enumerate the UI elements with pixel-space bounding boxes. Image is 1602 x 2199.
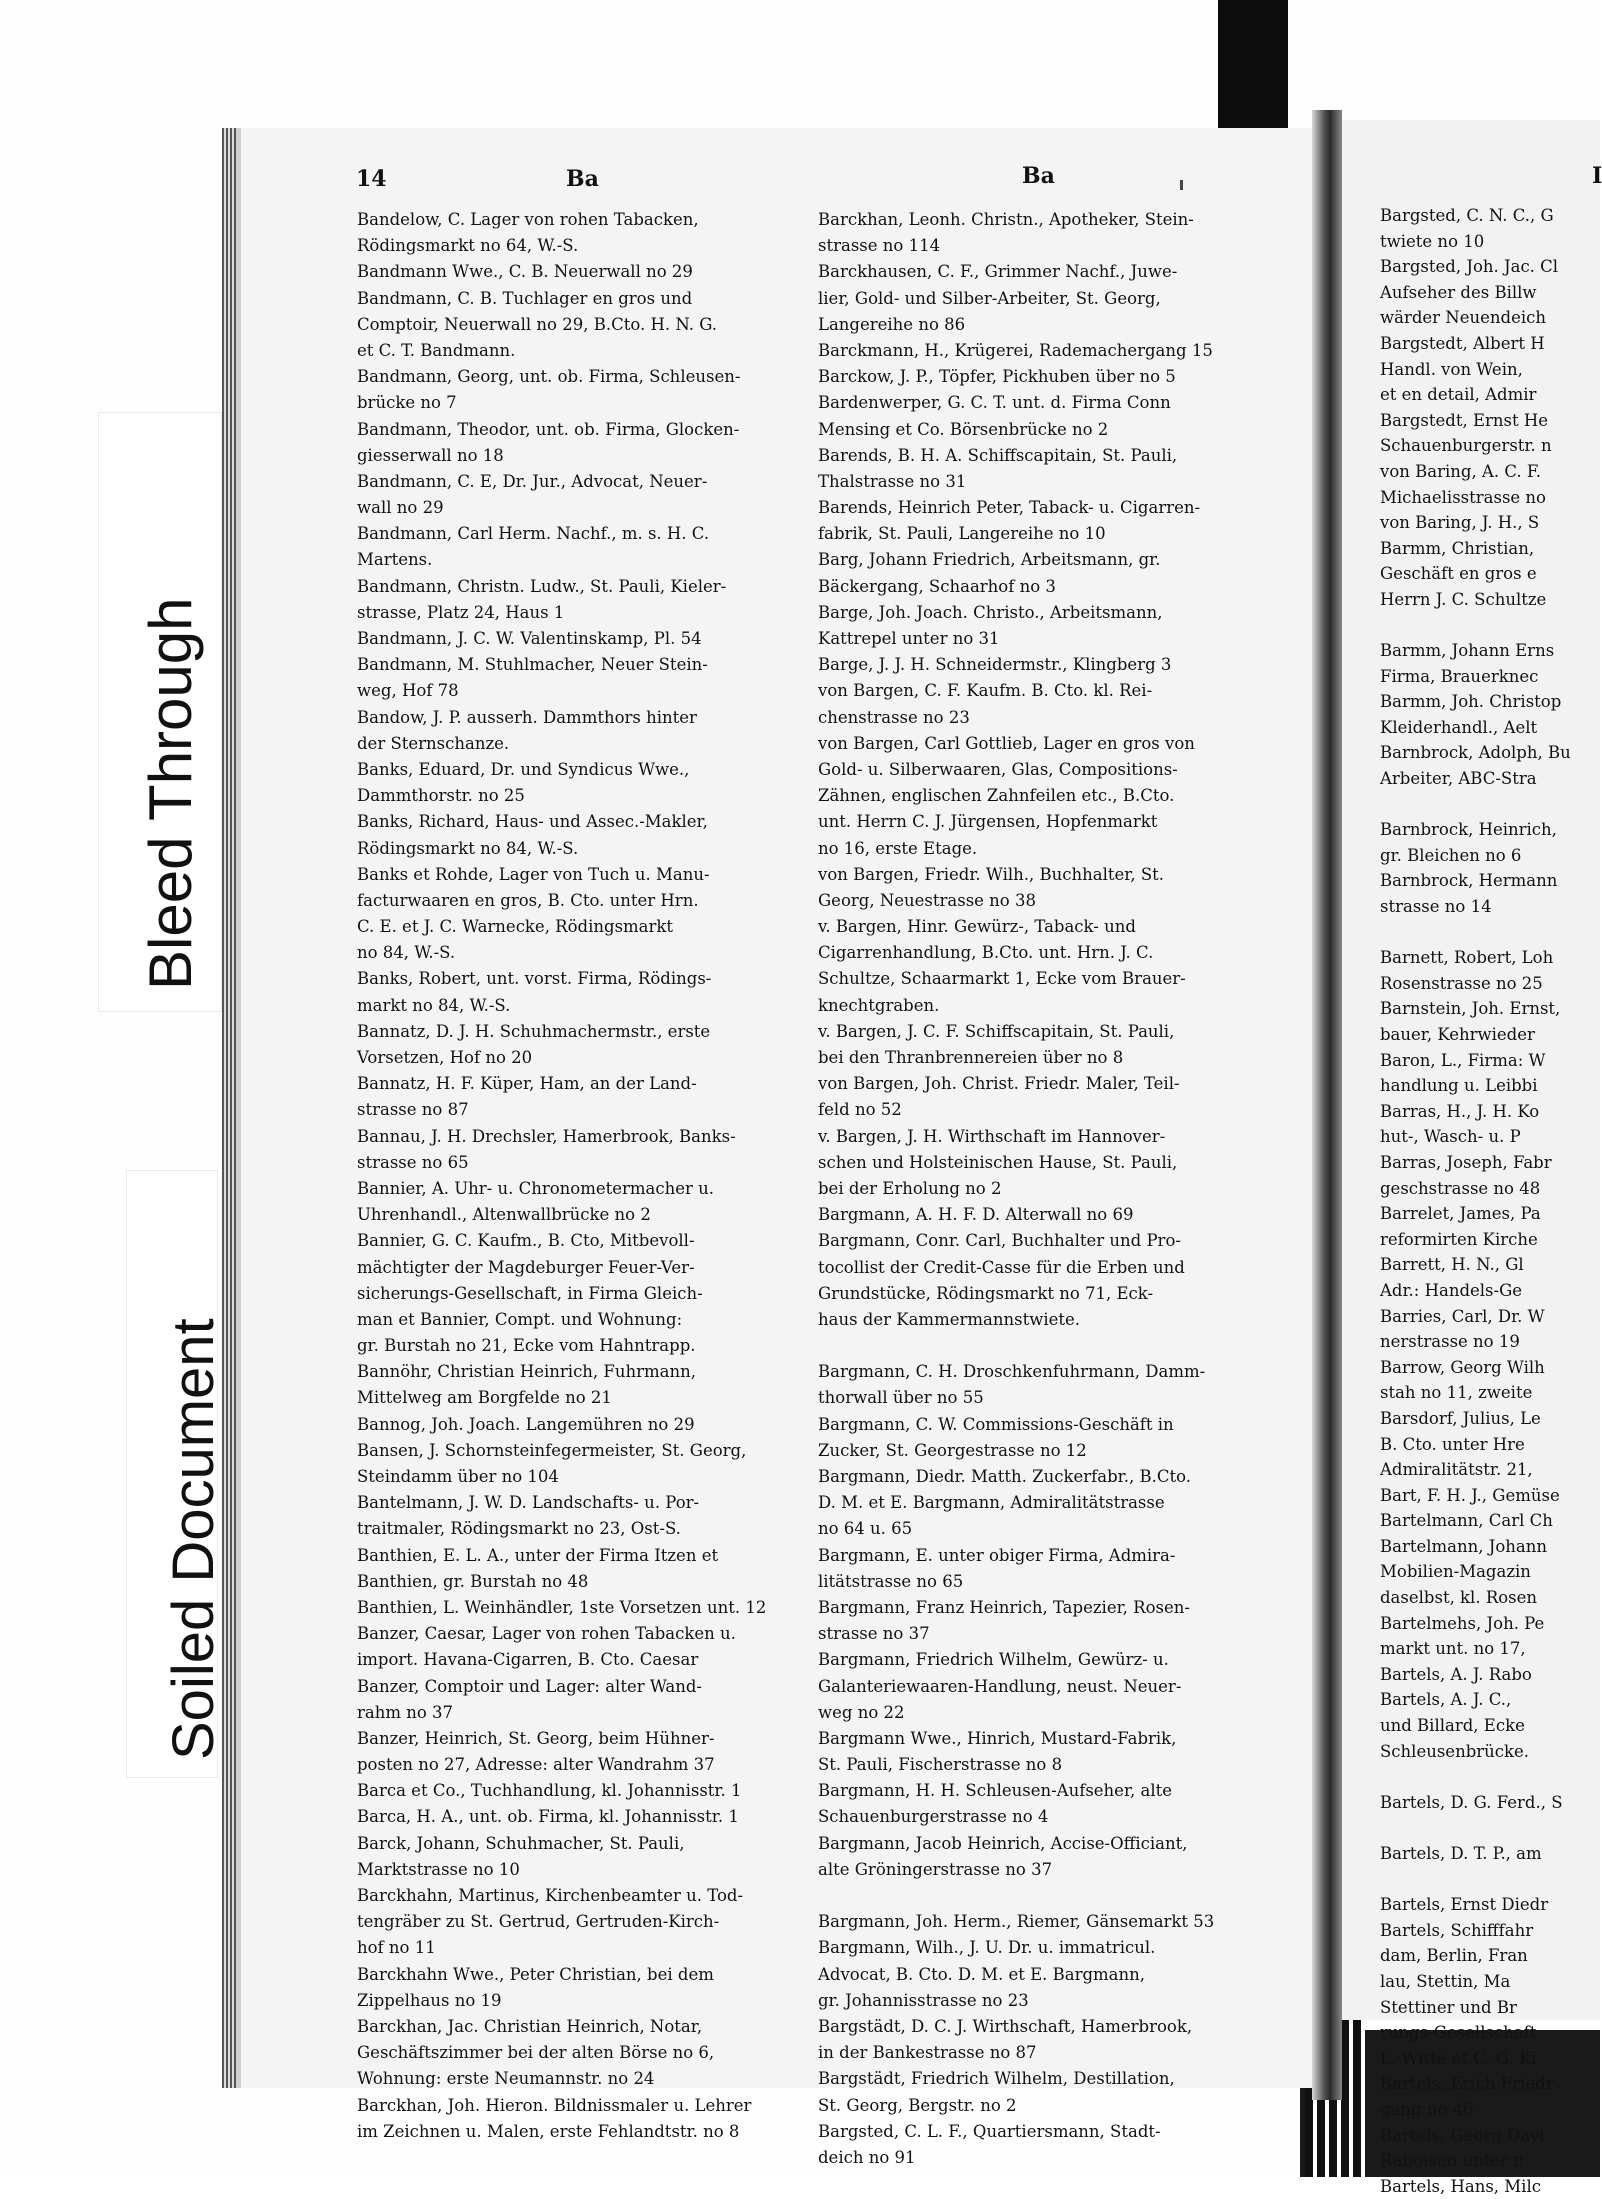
- directory-line: bei den Thranbrennereien über no 8: [818, 1048, 1124, 1067]
- directory-line: Bargmann, Franz Heinrich, Tapezier, Rosen-: [818, 1597, 1190, 1617]
- directory-line: Barmm, Johann Erns: [1380, 641, 1555, 661]
- directory-line: Barrett, H. N., Gl: [1380, 1255, 1524, 1275]
- directory-line: knechtgraben.: [818, 995, 940, 1015]
- directory-line: Handl. von Wein,: [1380, 359, 1523, 379]
- directory-line: Aufseher des Billw: [1380, 282, 1537, 302]
- directory-line: Mensing et Co. Börsenbrücke no 2: [818, 419, 1109, 439]
- directory-line: Barmm, Joh. Christop: [1380, 692, 1562, 712]
- directory-line: markt unt. no 17,: [1380, 1639, 1526, 1659]
- directory-line: reformirten Kirche: [1380, 1229, 1538, 1249]
- directory-line: von Bargen, Friedr. Wilh., Buchhalter, St.: [818, 864, 1165, 884]
- directory-line: weg, Hof 78: [357, 681, 459, 701]
- directory-line: Barnett, Robert, Loh: [1380, 948, 1554, 968]
- directory-line: Barckhahn Wwe., Peter Christian, bei dem: [357, 1964, 714, 1984]
- directory-line: Raboisen unter n: [1380, 2151, 1524, 2171]
- directory-line: Bargstädt, Friedrich Wilhelm, Destillation,: [818, 2069, 1175, 2089]
- directory-line: B. Cto. unter Hre: [1380, 1434, 1525, 1454]
- directory-line: Bargmann, Jacob Heinrich, Accise-Officiant,: [818, 1833, 1188, 1853]
- directory-line: Bartels, D. T. P., am: [1380, 1844, 1542, 1863]
- directory-line: Bartels, A. J. C.,: [1380, 1690, 1512, 1710]
- directory-line: hut-, Wasch- u. P: [1380, 1127, 1521, 1147]
- directory-line: Geschäftszimmer bei der alten Börse no 6,: [357, 2043, 715, 2063]
- directory-line: Barends, Heinrich Peter, Taback- u. Cigarren-: [818, 498, 1201, 518]
- directory-line: Rödingsmarkt no 64, W.-S.: [357, 236, 579, 256]
- directory-line: Cigarrenhandlung, B.Cto. unt. Hrn. J. C.: [818, 943, 1154, 963]
- directory-line: Barca, H. A., unt. ob. Firma, kl. Johannisstr. 1: [357, 1807, 739, 1827]
- directory-line: import. Havana-Cigarren, B. Cto. Caesar: [357, 1650, 699, 1670]
- directory-line: Barrow, Georg Wilh: [1380, 1357, 1545, 1377]
- directory-line: Mittelweg am Borgfelde no 21: [357, 1388, 612, 1408]
- directory-line: wärder Neuendeich: [1380, 308, 1546, 328]
- directory-line: Banthien, E. L. A., unter der Firma Itzen et: [357, 1545, 719, 1565]
- directory-line: Banthien, gr. Burstah no 48: [357, 1571, 589, 1591]
- directory-line: Bäckergang, Schaarhof no 3: [818, 576, 1056, 596]
- directory-line: Michaelisstrasse no: [1380, 487, 1546, 507]
- directory-line: von Baring, A. C. F.: [1380, 461, 1541, 481]
- directory-line: Bargmann, C. H. Droschkenfuhrmann, Damm-: [818, 1362, 1206, 1382]
- directory-line: Bargstedt, Albert H: [1380, 333, 1545, 353]
- directory-line: Baron, L., Firma: W: [1380, 1050, 1546, 1070]
- directory-line: St. Pauli, Fischerstrasse no 8: [818, 1755, 1063, 1775]
- directory-line: D. M. et E. Bargmann, Admiralitätstrasse: [818, 1493, 1165, 1513]
- directory-line: [818, 1883, 1270, 1909]
- directory-line: Barckhan, Jac. Christian Heinrich, Notar,: [357, 2016, 703, 2036]
- directory-line: Barge, J. J. H. Schneidermstr., Klingberg 3: [818, 655, 1172, 675]
- directory-line: Rödingsmarkt no 84, W.-S.: [357, 838, 579, 858]
- directory-line: dam, Berlin, Fran: [1380, 1946, 1528, 1966]
- directory-line: no 84, W.-S.: [357, 943, 456, 963]
- directory-line: handlung u. Leibbi: [1380, 1076, 1538, 1096]
- directory-line: von Bargen, Carl Gottlieb, Lager en gros von: [818, 733, 1195, 753]
- directory-line: Bargmann, C. W. Commissions-Geschäft in: [818, 1414, 1174, 1434]
- directory-line: no 64 u. 65: [818, 1519, 913, 1539]
- directory-line: strasse no 14: [1380, 897, 1492, 917]
- directory-line: Bartels, Hans, Milc: [1380, 2176, 1541, 2196]
- directory-line: Bandmann, J. C. W. Valentinskamp, Pl. 54: [357, 629, 702, 648]
- running-head-next-page: I: [1592, 163, 1602, 189]
- directory-line: Dammthorstr. no 25: [357, 786, 525, 806]
- directory-line: der Sternschanze.: [357, 733, 510, 753]
- directory-line: Banks, Eduard, Dr. und Syndicus Wwe.,: [357, 759, 690, 779]
- directory-line: St. Georg, Bergstr. no 2: [818, 2095, 1017, 2115]
- directory-line: Gold- u. Silberwaaren, Glas, Compositions-: [818, 759, 1178, 779]
- directory-line: Barsdorf, Julius, Le: [1380, 1408, 1541, 1428]
- directory-line: Bartels, Ernst Diedr: [1380, 1895, 1549, 1915]
- directory-line: alte Gröningerstrasse no 37: [818, 1859, 1053, 1879]
- directory-line: litätstrasse no 65: [818, 1571, 964, 1591]
- directory-line: [1380, 1764, 1600, 1790]
- directory-line: Bandmann Wwe., C. B. Neuerwall no 29: [357, 262, 693, 282]
- directory-line: Martens.: [357, 550, 433, 570]
- directory-line: Bandow, J. P. ausserh. Dammthors hinter: [357, 707, 697, 727]
- directory-line: von Baring, J. H., S: [1380, 513, 1540, 533]
- directory-line: et en detail, Admir: [1380, 385, 1537, 405]
- directory-line: Bargmann, Conr. Carl, Buchhalter und Pro-: [818, 1231, 1181, 1251]
- directory-line: Barrelet, James, Pa: [1380, 1204, 1541, 1224]
- directory-line: C. E. et J. C. Warnecke, Rödingsmarkt: [357, 917, 674, 937]
- directory-line: Barends, B. H. A. Schiffscapitain, St. Pauli,: [818, 445, 1178, 465]
- directory-line: Bargmann, A. H. F. D. Alterwall no 69: [818, 1205, 1134, 1225]
- directory-line: Bartelmann, Carl Ch: [1380, 1511, 1553, 1531]
- directory-line: bauer, Kehrwieder: [1380, 1025, 1535, 1044]
- directory-line: twiete no 10: [1380, 231, 1485, 251]
- directory-line: haus der Kammermannstwiete.: [818, 1309, 1081, 1329]
- directory-line: Barckhahn, Martinus, Kirchenbeamter u. Tod-: [357, 1886, 744, 1905]
- directory-line: Bandmann, C. B. Tuchlager en gros und: [357, 288, 693, 308]
- directory-line: Banthien, L. Weinhändler, 1ste Vorsetzen unt. 12: [357, 1597, 767, 1617]
- directory-column-3: [1380, 203, 1600, 2199]
- directory-line: [818, 1333, 1270, 1359]
- directory-line: gr. Bleichen no 6: [1380, 845, 1522, 865]
- directory-line: Barca et Co., Tuchhandlung, kl. Johannisstr. 1: [357, 1781, 742, 1801]
- directory-line: strasse no 87: [357, 1100, 469, 1120]
- directory-line: Zucker, St. Georgestrasse no 12: [818, 1440, 1087, 1460]
- directory-line: in der Bankestrasse no 87: [818, 2043, 1037, 2063]
- directory-line: Advocat, B. Cto. D. M. et E. Bargmann,: [818, 1964, 1146, 1984]
- directory-line: markt no 84, W.-S.: [357, 995, 511, 1015]
- directory-line: Barge, Joh. Joach. Christo., Arbeitsmann,: [818, 602, 1163, 622]
- directory-line: Stettiner und Br: [1380, 1997, 1517, 2017]
- directory-line: Vorsetzen, Hof no 20: [357, 1048, 533, 1067]
- directory-line: Zähnen, englischen Zahnfeilen etc., B.Cto.: [818, 786, 1175, 806]
- directory-line: Bannöhr, Christian Heinrich, Fuhrmann,: [357, 1362, 696, 1382]
- directory-line: chenstrasse no 23: [818, 707, 970, 727]
- directory-line: Firma, Brauerknec: [1380, 666, 1539, 686]
- directory-column-1: [357, 207, 813, 2145]
- directory-line: Bantelmann, J. W. D. Landschafts- u. Por-: [357, 1493, 700, 1513]
- directory-line: Bannog, Joh. Joach. Langemühren no 29: [357, 1414, 695, 1434]
- page-number: 14: [356, 166, 387, 192]
- directory-line: Bandmann, Theodor, unt. ob. Firma, Glocken-: [357, 419, 740, 439]
- directory-line: strasse no 37: [818, 1624, 930, 1644]
- directory-line: Banzer, Comptoir und Lager: alter Wand-: [357, 1676, 702, 1696]
- directory-line: feld no 52: [818, 1100, 902, 1120]
- directory-line: Langereihe no 86: [818, 314, 966, 334]
- directory-line: Bandmann, C. E, Dr. Jur., Advocat, Neuer-: [357, 471, 708, 491]
- directory-line: [1380, 1867, 1600, 1893]
- directory-line: Barries, Carl, Dr. W: [1380, 1306, 1545, 1326]
- directory-line: bei der Erholung no 2: [818, 1178, 1002, 1198]
- directory-line: facturwaaren en gros, B. Cto. unter Hrn.: [357, 890, 699, 910]
- directory-line: strasse no 114: [818, 236, 941, 256]
- directory-line: Barckmann, H., Krügerei, Rademachergang 15: [818, 340, 1213, 360]
- directory-line: und Billard, Ecke: [1380, 1716, 1525, 1736]
- directory-line: Schauenburgerstrasse no 4: [818, 1807, 1049, 1827]
- directory-line: Bannatz, D. J. H. Schuhmachermstr., erste: [357, 1021, 711, 1041]
- directory-line: Bandmann, Christn. Ludw., St. Pauli, Kieler-: [357, 576, 727, 596]
- directory-line: tengräber zu St. Gertrud, Gertruden-Kirch-: [357, 1912, 720, 1932]
- directory-line: Steindamm über no 104: [357, 1467, 559, 1486]
- directory-line: L. Witte et C. G. Ki: [1380, 2048, 1537, 2068]
- directory-line: et C. T. Bandmann.: [357, 340, 516, 360]
- directory-line: Barras, H., J. H. Ko: [1380, 1101, 1540, 1121]
- directory-line: v. Bargen, J. H. Wirthschaft im Hannover-: [818, 1126, 1166, 1146]
- directory-line: Bart, F. H. J., Gemüse: [1380, 1485, 1560, 1505]
- directory-line: rahm no 37: [357, 1702, 454, 1722]
- directory-line: Banks, Richard, Haus- und Assec.-Makler,: [357, 812, 708, 832]
- directory-line: [1380, 613, 1600, 639]
- directory-line: Bargstedt, Ernst He: [1380, 410, 1549, 430]
- directory-line: Zippelhaus no 19: [357, 1990, 502, 2010]
- directory-line: Bargmann, Wilh., J. U. Dr. u. immatricul.: [818, 1938, 1156, 1958]
- directory-line: lau, Stettin, Ma: [1380, 1971, 1511, 1991]
- directory-line: Grundstücke, Rödingsmarkt no 71, Eck-: [818, 1283, 1154, 1303]
- directory-line: Bansen, J. Schornsteinfegermeister, St. Georg,: [357, 1440, 747, 1460]
- directory-line: Barnbrock, Adolph, Bu: [1380, 743, 1571, 763]
- directory-line: Barckhausen, C. F., Grimmer Nachf., Juwe-: [818, 262, 1178, 282]
- directory-line: Bartels, Erich Friedr: [1380, 2074, 1554, 2094]
- directory-column-2: [818, 207, 1270, 2171]
- directory-line: Georg, Neuestrasse no 38: [818, 890, 1036, 910]
- directory-line: Barckow, J. P., Töpfer, Pickhuben über no 5: [818, 367, 1176, 387]
- directory-line: Barck, Johann, Schuhmacher, St. Pauli,: [357, 1833, 685, 1853]
- directory-line: unt. Herrn C. J. Jürgensen, Hopfenmarkt: [818, 812, 1158, 832]
- running-head-left: Ba: [566, 166, 599, 192]
- directory-line: Bargmann, Diedr. Matth. Zuckerfabr., B.Cto.: [818, 1467, 1191, 1486]
- directory-line: Bargstädt, D. C. J. Wirthschaft, Hamerbrook,: [818, 2016, 1193, 2036]
- directory-line: stah no 11, zweite: [1380, 1383, 1533, 1403]
- directory-line: [1380, 1815, 1600, 1841]
- soiled-document-label: Soiled Document: [161, 1318, 226, 1760]
- directory-line: [1380, 920, 1600, 946]
- directory-line: mächtigter der Magdeburger Feuer-Ver-: [357, 1257, 695, 1277]
- directory-line: Barmm, Christian,: [1380, 538, 1535, 558]
- directory-line: nerstrasse no 19: [1380, 1332, 1520, 1352]
- directory-line: hof no 11: [357, 1938, 436, 1958]
- directory-line: thorwall über no 55: [818, 1388, 984, 1408]
- directory-line: giesserwall no 18: [357, 445, 504, 465]
- directory-line: tocollist der Credit-Casse für die Erben und: [818, 1257, 1185, 1277]
- directory-line: Rosenstrasse no 25: [1380, 973, 1543, 993]
- directory-line: geschstrasse no 48: [1380, 1178, 1541, 1198]
- directory-line: Thalstrasse no 31: [818, 471, 967, 491]
- directory-line: Bargsted, C. N. C., G: [1380, 206, 1554, 225]
- directory-line: fabrik, St. Pauli, Langereihe no 10: [818, 524, 1106, 544]
- directory-line: brücke no 7: [357, 393, 457, 413]
- directory-line: gr. Johannisstrasse no 23: [818, 1990, 1029, 2010]
- directory-line: strasse no 65: [357, 1152, 469, 1172]
- directory-line: Schauenburgerstr. n: [1380, 436, 1552, 456]
- directory-line: Barnstein, Joh. Ernst,: [1380, 999, 1561, 1019]
- directory-line: Bartelmann, Johann: [1380, 1536, 1548, 1556]
- directory-line: Arbeiter, ABC-Stra: [1380, 769, 1537, 789]
- directory-line: gr. Burstah no 21, Ecke vom Hahntrapp.: [357, 1336, 696, 1356]
- directory-line: posten no 27, Adresse: alter Wandrahm 37: [357, 1755, 715, 1775]
- directory-line: Schleusenbrücke.: [1380, 1741, 1530, 1761]
- directory-line: Bannier, A. Uhr- u. Chronometermacher u.: [357, 1178, 715, 1198]
- directory-line: deich no 91: [818, 2147, 916, 2167]
- directory-line: Marktstrasse no 10: [357, 1859, 520, 1879]
- directory-line: Barnbrock, Hermann: [1380, 871, 1558, 891]
- directory-line: Bartels, D. G. Ferd., S: [1380, 1792, 1563, 1812]
- directory-line: traitmaler, Rödingsmarkt no 23, Ost-S.: [357, 1519, 681, 1539]
- directory-line: Barckhan, Leonh. Christn., Apotheker, Stein-: [818, 210, 1194, 229]
- directory-line: [1380, 792, 1600, 818]
- page-edge-stripes: [222, 128, 236, 2088]
- directory-line: Banks et Rohde, Lager von Tuch u. Manu-: [357, 864, 710, 884]
- directory-line: Comptoir, Neuerwall no 29, B.Cto. H. N. G.: [357, 314, 718, 334]
- directory-line: Bargsted, C. L. F., Quartiersmann, Stadt-: [818, 2121, 1161, 2141]
- directory-line: Admiralitätstr. 21,: [1380, 1460, 1533, 1480]
- stray-mark: [1180, 180, 1183, 190]
- directory-line: Barnbrock, Heinrich,: [1380, 820, 1557, 840]
- directory-line: Uhrenhandl., Altenwallbrücke no 2: [357, 1205, 651, 1225]
- directory-line: Wohnung: erste Neumannstr. no 24: [357, 2069, 655, 2089]
- directory-line: Bargmann, E. unter obiger Firma, Admira-: [818, 1545, 1176, 1565]
- directory-line: Banzer, Heinrich, St. Georg, beim Hühner-: [357, 1728, 715, 1748]
- directory-line: weg no 22: [818, 1702, 905, 1722]
- directory-line: Bannier, G. C. Kaufm., B. Cto, Mitbevoll-: [357, 1231, 695, 1251]
- directory-line: Kattrepel unter no 31: [818, 629, 1000, 648]
- directory-line: Bargmann, Joh. Herm., Riemer, Gänsemarkt 53: [818, 1912, 1215, 1932]
- directory-line: Bargmann Wwe., Hinrich, Mustard-Fabrik,: [818, 1728, 1177, 1748]
- directory-line: wall no 29: [357, 498, 444, 518]
- directory-line: Bargmann, Friedrich Wilhelm, Gewürz- u.: [818, 1650, 1169, 1670]
- directory-line: Banks, Robert, unt. vorst. Firma, Rödings-: [357, 969, 712, 989]
- directory-line: daselbst, kl. Rosen: [1380, 1588, 1538, 1608]
- directory-line: Bargsted, Joh. Jac. Cl: [1380, 257, 1559, 277]
- bleed-through-label: Bleed Through: [137, 597, 204, 990]
- directory-line: Herrn J. C. Schultze: [1380, 589, 1547, 609]
- directory-line: Bandmann, M. Stuhlmacher, Neuer Stein-: [357, 655, 708, 675]
- directory-line: v. Bargen, Hinr. Gewürz-, Taback- und: [818, 917, 1136, 937]
- directory-line: Bargmann, H. H. Schleusen-Aufseher, alte: [818, 1781, 1173, 1801]
- directory-line: Bartelmehs, Joh. Pe: [1380, 1613, 1545, 1633]
- directory-line: Bandelow, C. Lager von rohen Tabacken,: [357, 210, 699, 229]
- directory-line: Bartels, Schifffahr: [1380, 1920, 1534, 1940]
- directory-line: Bannau, J. H. Drechsler, Hamerbrook, Banks-: [357, 1126, 736, 1146]
- directory-line: Bardenwerper, G. C. T. unt. d. Firma Conn: [818, 393, 1171, 413]
- directory-line: Schultze, Schaarmarkt 1, Ecke vom Brauer-: [818, 969, 1186, 989]
- directory-line: sicherungs-Gesellschaft, in Firma Gleich-: [357, 1283, 703, 1303]
- directory-line: Barckhan, Joh. Hieron. Bildnissmaler u. Lehrer: [357, 2095, 752, 2115]
- directory-line: Bartels, Georg Davi: [1380, 2125, 1545, 2145]
- directory-line: Barras, Joseph, Fabr: [1380, 1152, 1552, 1172]
- running-head-right: Ba: [1022, 163, 1055, 189]
- directory-line: Kleiderhandl., Aelt: [1380, 717, 1538, 737]
- directory-line: Bannatz, H. F. Küper, Ham, an der Land-: [357, 1074, 697, 1094]
- book-gutter: [1312, 110, 1342, 2100]
- directory-line: Bartels, A. J. Rabo: [1380, 1664, 1532, 1684]
- directory-line: Adr.: Handels-Ge: [1380, 1280, 1523, 1300]
- directory-line: rungs-Gesellschaft: [1380, 2023, 1537, 2043]
- directory-line: man et Bannier, Compt. und Wohnung:: [357, 1309, 683, 1329]
- directory-line: Bandmann, Georg, unt. ob. Firma, Schleusen-: [357, 367, 741, 387]
- directory-line: Galanteriewaaren-Handlung, neust. Neuer-: [818, 1676, 1182, 1696]
- directory-line: Mobilien-Magazin: [1380, 1562, 1531, 1582]
- directory-line: von Bargen, C. F. Kaufm. B. Cto. kl. Rei-: [818, 681, 1153, 701]
- directory-line: lier, Gold- und Silber-Arbeiter, St. Georg,: [818, 288, 1161, 308]
- directory-line: strasse, Platz 24, Haus 1: [357, 602, 565, 622]
- directory-line: v. Bargen, J. C. F. Schiffscapitain, St. Pauli,: [818, 1021, 1175, 1041]
- directory-line: schen und Holsteinischen Hause, St. Pauli,: [818, 1152, 1178, 1172]
- directory-line: Barg, Johann Friedrich, Arbeitsmann, gr.: [818, 550, 1161, 570]
- directory-line: Banzer, Caesar, Lager von rohen Tabacken u.: [357, 1624, 736, 1644]
- directory-line: Geschäft en gros e: [1380, 564, 1537, 584]
- directory-line: Bandmann, Carl Herm. Nachf., m. s. H. C.: [357, 524, 710, 544]
- directory-line: von Bargen, Joh. Christ. Friedr. Maler, Teil-: [818, 1074, 1180, 1094]
- directory-line: no 16, erste Etage.: [818, 838, 978, 858]
- directory-line: im Zeichnen u. Malen, erste Fehlandtstr. no 8: [357, 2121, 740, 2141]
- directory-line: gang no 46: [1380, 2099, 1474, 2119]
